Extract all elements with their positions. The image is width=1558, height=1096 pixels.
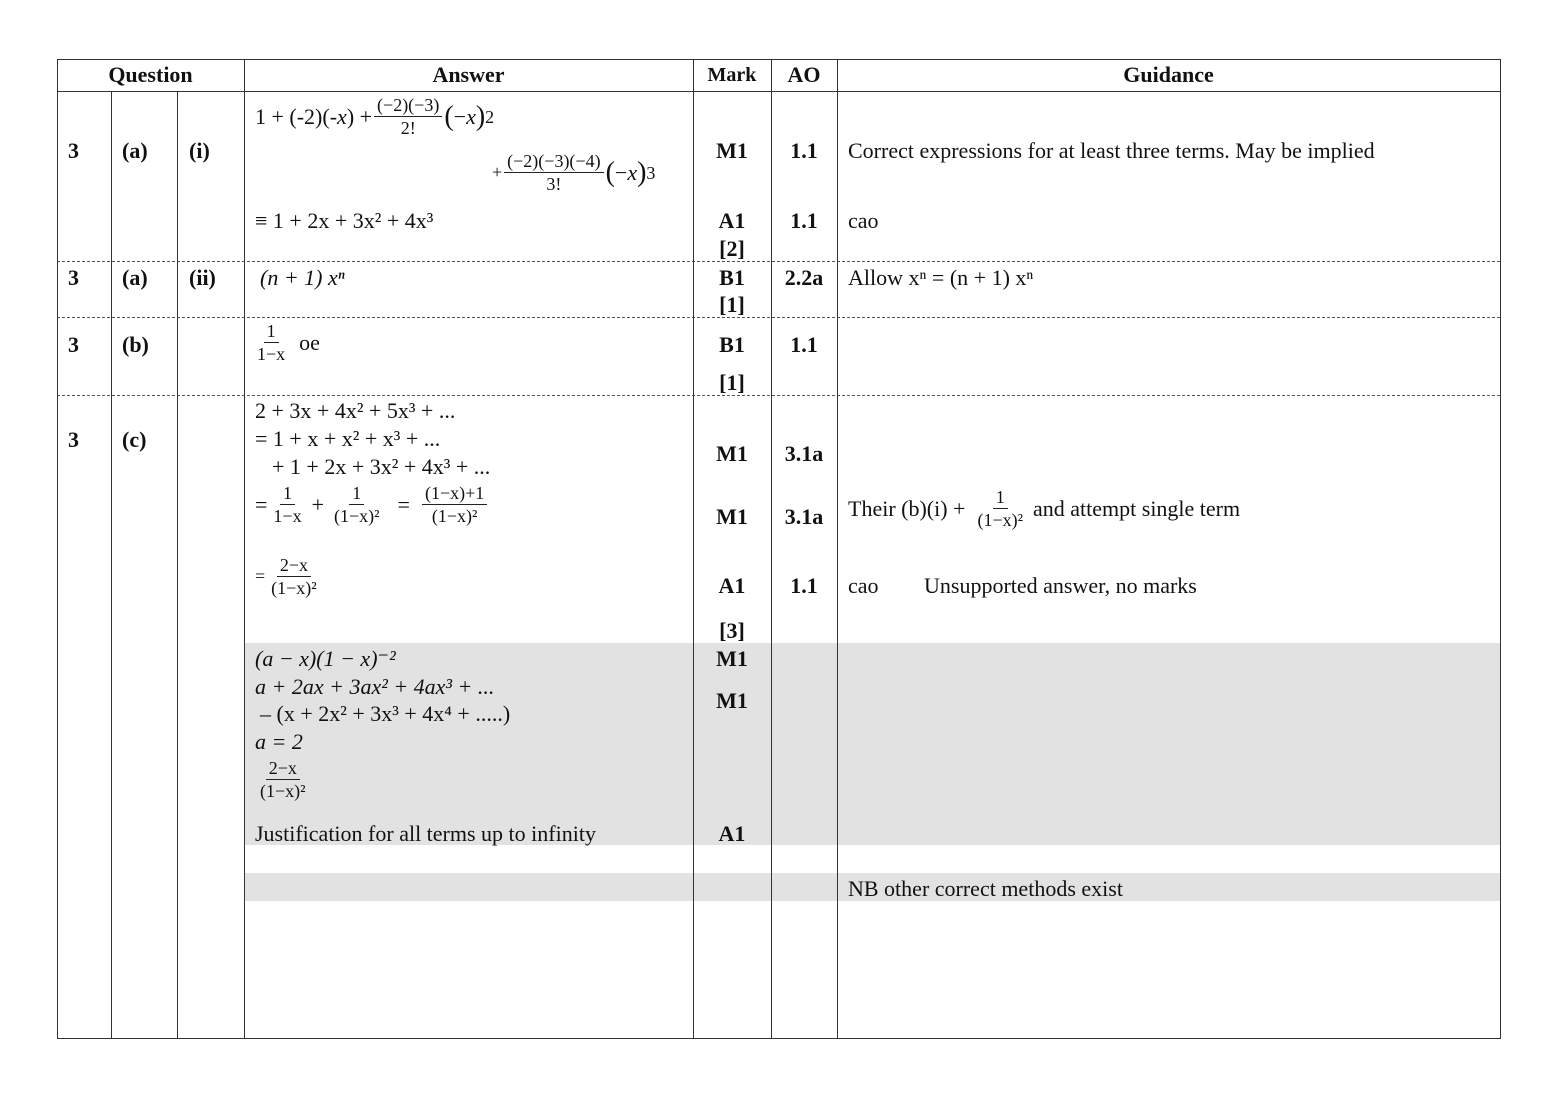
mark-b1: B1 <box>719 265 745 290</box>
question-number: 3 <box>68 332 79 357</box>
mark-m1: M1 <box>716 441 748 466</box>
alt-method-fraction: $\frac{2-x}{\text{(1−x)²}}$ <box>260 758 306 801</box>
answer-series-line3: + 1 + 2x + 3x² + 4x³ + ... <box>272 454 491 479</box>
mark-a1: A1 <box>718 573 746 598</box>
answer-expansion-result: ≡ 1 + 2x + 3x² + 4x³ <box>255 208 434 233</box>
mark-total: [1] <box>719 370 745 395</box>
header-mark: Mark <box>707 64 757 86</box>
answer-series-line1: 2 + 3x + 4x² + 5x³ + ... <box>255 398 456 423</box>
ao-value: 3.1a <box>784 441 824 466</box>
answer-text: (n + 1) xⁿ <box>260 265 345 290</box>
header-ao: AO <box>787 62 821 87</box>
mark-m1: M1 <box>716 504 748 529</box>
answer-fraction-sum: = $\frac{1}{1-x}$ + $\frac{1}{\text{(1−x)²}}$ = $\frac{(1-x)+1}{\text{(1−x)²}}$ <box>255 484 489 525</box>
guidance-text: Correct expressions for at least three terms. May be implied <box>848 138 1375 163</box>
answer-fraction: $\frac{1}{1-x}$ oe <box>257 321 320 364</box>
fraction-term3: $\frac{(-2)(-3)(-4)}{3!}$ <box>504 152 603 193</box>
answer-final-fraction: = $\frac{2-x}{\text{(1−x)²}}$ <box>255 555 317 598</box>
guidance-text: Their (b)(i) + $\frac{1}{\text{(1−x)²}}$ and attempt single term <box>848 487 1241 530</box>
answer-expansion-line1: 1 + (-2)(- x ) + $\frac{(-2)(-3)}{2!}$ ( − x ) 2 <box>255 95 495 138</box>
ao-value: 1.1 <box>790 573 818 598</box>
question-number: 3 <box>68 427 79 452</box>
mark-m1: M1 <box>716 688 748 713</box>
ao-value: 1.1 <box>790 332 818 357</box>
mark-total: [3] <box>719 618 745 643</box>
answer-series-line2: = 1 + x + x² + x³ + ... <box>255 426 441 451</box>
question-number: 3 <box>68 138 79 163</box>
mark-a1: A1 <box>718 821 746 846</box>
question-subpart: (i) <box>189 138 210 163</box>
question-part: (c) <box>122 427 147 452</box>
fraction-term2: $\frac{(-2)(-3)}{2!}$ <box>374 96 442 137</box>
question-part: (a) <box>122 265 148 290</box>
question-part: (a) <box>122 138 148 163</box>
alt-method-line1: (a − x)(1 − x)⁻² <box>255 646 396 671</box>
mark-m1: M1 <box>716 138 748 163</box>
alt-method-justification: Justification for all terms up to infinity <box>255 821 596 846</box>
alt-method-line2: a + 2ax + 3ax² + 4ax³ + ... <box>255 674 495 699</box>
alt-method-line4: a = 2 <box>255 729 303 754</box>
header-guidance: Guidance <box>1123 62 1214 87</box>
ao-value: 1.1 <box>790 138 818 163</box>
mark-total: [2] <box>719 236 745 261</box>
guidance-text: Allow xⁿ = (n + 1) xⁿ <box>848 265 1034 290</box>
question-part: (b) <box>122 332 149 357</box>
ao-value: 2.2a <box>784 265 824 290</box>
mark-m1: M1 <box>716 646 748 671</box>
header-answer: Answer <box>432 62 505 87</box>
guidance-text: Unsupported answer, no marks <box>924 573 1197 598</box>
question-subpart: (ii) <box>189 265 216 290</box>
alt-method-line3: – (x + 2x² + 3x³ + 4x⁴ + .....) <box>260 701 511 726</box>
mark-total: [1] <box>719 292 745 317</box>
ao-value: 3.1a <box>784 504 824 529</box>
guidance-nb: NB other correct methods exist <box>848 876 1123 901</box>
guidance-text: cao <box>848 573 879 598</box>
ao-value: 1.1 <box>790 208 818 233</box>
expansion-prefix: 1 + (-2)(- <box>255 103 338 129</box>
guidance-text: cao <box>848 208 879 233</box>
header-question: Question <box>108 62 193 87</box>
answer-expansion-line2: + $\frac{(-2)(-3)(-4)}{3!}$ ( − x ) 3 <box>492 151 656 194</box>
question-number: 3 <box>68 265 79 290</box>
mark-a1: A1 <box>718 208 746 233</box>
mark-b1: B1 <box>719 332 745 357</box>
expansion-mid: ) + <box>346 103 373 129</box>
